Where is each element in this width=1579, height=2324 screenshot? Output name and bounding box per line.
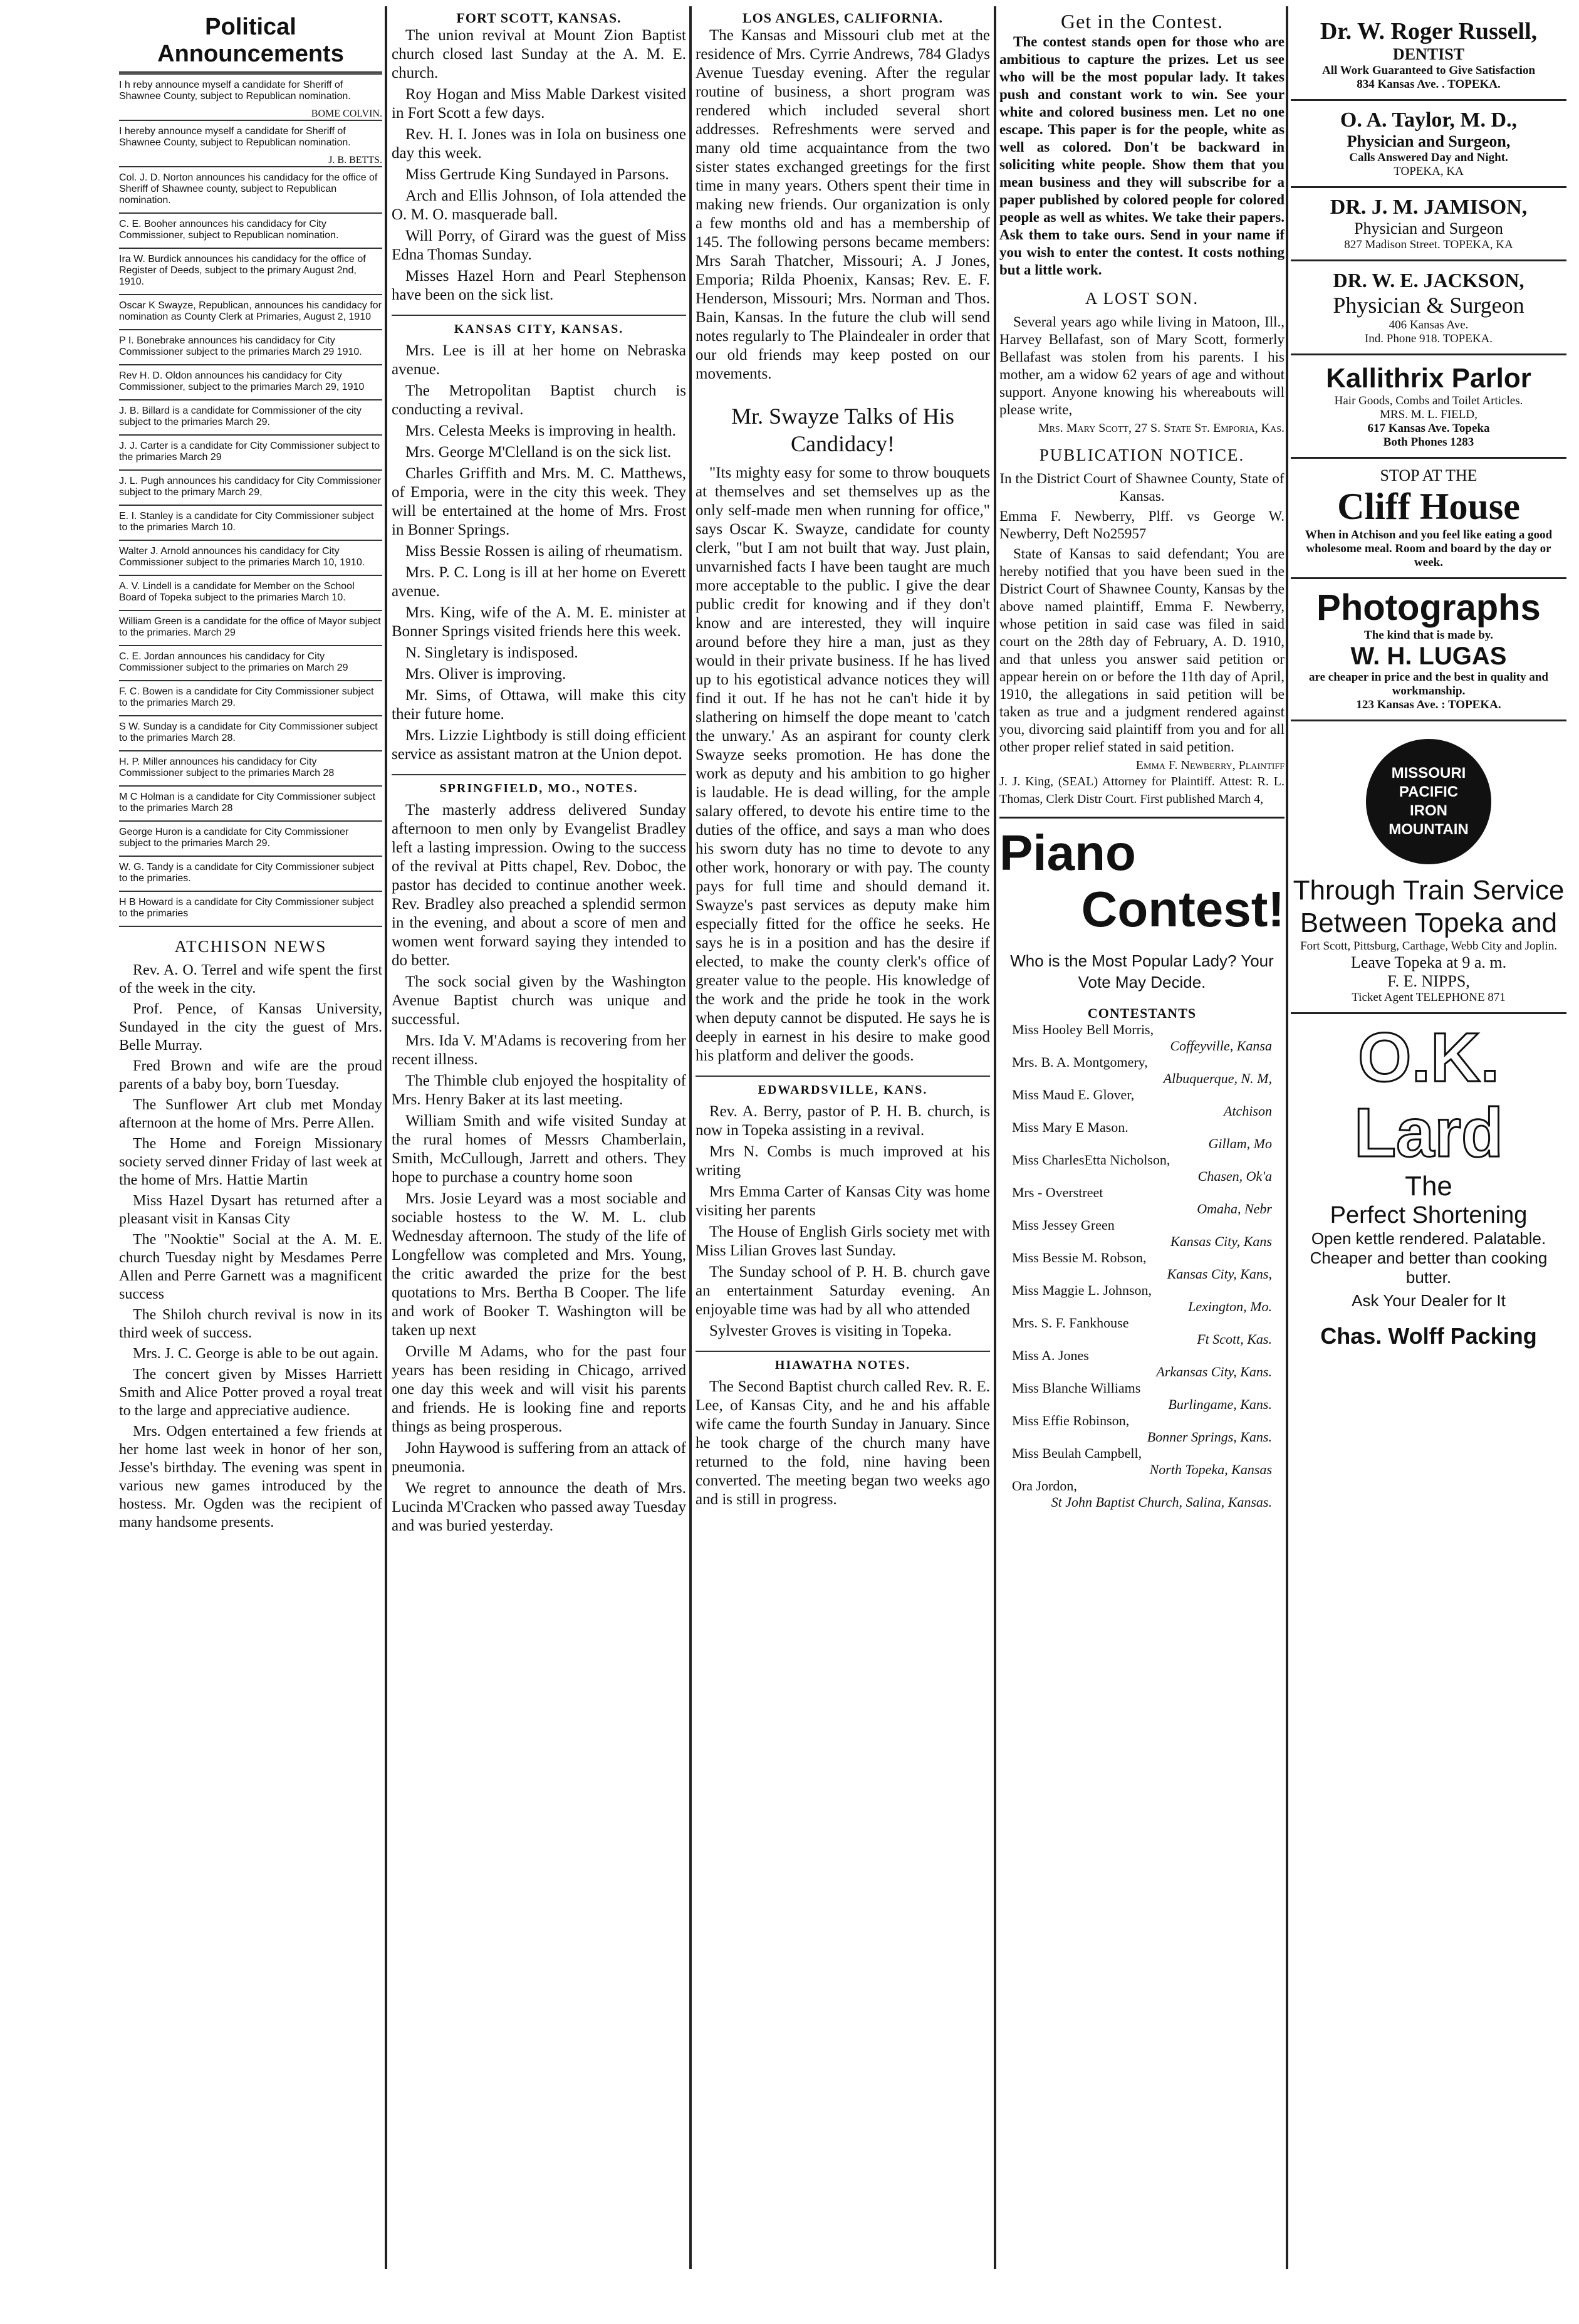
news-paragraph: Miss Gertrude King Sundayed in Parsons. bbox=[405, 166, 669, 183]
announcement: William Green is a candidate for the office of Mayor subject to the primaries. March 29 bbox=[119, 611, 382, 646]
contestant-name: Miss Maud E. Glover, bbox=[1012, 1087, 1135, 1102]
contestant-name: Miss A. Jones bbox=[1012, 1348, 1089, 1363]
russell-ad bbox=[1291, 10, 1566, 101]
kallithrix-name: Kallithrix Parlor bbox=[1326, 363, 1531, 394]
contestant-name: Miss Maggie L. Johnson, bbox=[1012, 1282, 1152, 1298]
news-paragraph: The "Nooktie" Social at the A. M. E. church Tuesday night by Mesdames Perre Allen and Perre Garnett was a magnificent success bbox=[119, 1232, 382, 1302]
announcement: A. V. Lindell is a candidate for Member on the School Board of Topeka subject to the primaries March 10. bbox=[119, 576, 382, 611]
jackson-name: DR. W. E. JACKSON, bbox=[1333, 269, 1524, 291]
jackson-phone: Ind. Phone 918. TOPEKA. bbox=[1364, 332, 1493, 345]
news-paragraph: Mrs. Celesta Meeks is improving in health. bbox=[405, 422, 676, 439]
missouri-pacific-logo bbox=[1366, 739, 1491, 864]
news-paragraph: The masterly address delivered Sunday afternoon to men only by Evangelist Bradley left a lasting impression. Owing to the success of the revival at Pitts chapel, Rev. Doboc, the pastor has decided to continue another week. Rev. Bradley also preached a splendid sermon in the evening, and about a score of men and women went forward saying they intended to do better. bbox=[392, 802, 686, 969]
news-paragraph: The sock social given by the Washington Avenue Baptist church was unique and successful. bbox=[392, 973, 686, 1028]
contestant-name: Mrs. S. F. Fankhouse bbox=[1012, 1315, 1129, 1331]
ok-perfect: Perfect Shortening bbox=[1330, 1202, 1528, 1228]
announcement: I h reby announce myself a candidate for Sheriff of Shawnee County, subject to Republican nomination. bbox=[119, 80, 351, 102]
kallithrix-owner: MRS. M. L. FIELD, bbox=[1380, 408, 1477, 421]
los-angeles-heading: LOS ANGLES, CALIFORNIA. bbox=[742, 10, 944, 26]
atchison-heading: ATCHISON NEWS bbox=[174, 937, 327, 956]
announcement: W. G. Tandy is a candidate for City Commissioner subject to the primaries. bbox=[119, 857, 382, 892]
column-ads bbox=[1291, 10, 1566, 2266]
news-paragraph: The Metropolitan Baptist church is conducting a revival. bbox=[392, 382, 686, 418]
news-paragraph: Fred Brown and wife are the proud parents of a baby boy, born Tuesday. bbox=[119, 1058, 382, 1092]
contestant-place: Atchison bbox=[1224, 1103, 1272, 1119]
cliff-stop: STOP AT THE bbox=[1380, 466, 1477, 484]
contestant-name: Ora Jordon, bbox=[1012, 1478, 1077, 1494]
news-paragraph: Rev. A. Berry, pastor of P. H. B. church, is now in Topeka assisting in a revival. bbox=[696, 1103, 990, 1139]
fort-scott-heading: FORT SCOTT, KANSAS. bbox=[456, 10, 622, 26]
ok-maker: Chas. Wolff Packing bbox=[1320, 1323, 1537, 1349]
ok-the: The bbox=[1405, 1171, 1452, 1201]
news-paragraph: The concert given by Misses Harriett Smith and Alice Potter proved a royal treat to the large and appreciative audience. bbox=[119, 1366, 382, 1419]
contestants-list bbox=[999, 1022, 1285, 1510]
column-rule bbox=[385, 6, 387, 2269]
photo-title: Photographs bbox=[1316, 587, 1541, 628]
news-paragraph: The Home and Foreign Missionary society served dinner Friday of last week at the home of Mrs. Hattie Martin bbox=[119, 1136, 382, 1188]
announcement: I hereby announce myself a candidate for Sheriff of Shawnee County, subject to Republican nomination. bbox=[119, 126, 351, 148]
popular-lady-text: Who is the Most Popular Lady? Your Vote May Decide. bbox=[1010, 951, 1274, 992]
jackson-ad bbox=[1291, 261, 1566, 355]
announcement: E. I. Stanley is a candidate for City Commissioner subject to the primaries March 10. bbox=[119, 506, 382, 541]
contestant-name: Miss Mary E Mason. bbox=[1012, 1119, 1128, 1135]
news-paragraph: N. Singletary is indisposed. bbox=[405, 644, 578, 661]
jamison-title: Physician and Surgeon bbox=[1354, 219, 1503, 238]
news-paragraph: Mrs N. Combs is much improved at his writing bbox=[696, 1143, 990, 1179]
hiawatha-heading: HIAWATHA NOTES. bbox=[696, 1351, 990, 1373]
publication-attest: J. J. King, (SEAL) Attorney for Plaintiff. Attest: R. L. Thomas, Clerk Distr Court. First published March 4, bbox=[999, 775, 1285, 806]
announcement: H B Howard is a candidate for City Commissioner subject to the primaries bbox=[119, 892, 382, 927]
announcement: J. J. Carter is a candidate for City Commissioner subject to the primaries March 29 bbox=[119, 436, 382, 471]
news-paragraph: The Thimble club enjoyed the hospitality of Mrs. Henry Baker at its last meeting. bbox=[392, 1072, 686, 1108]
piano-title: Piano bbox=[999, 825, 1136, 881]
contestant-name: Miss Jessey Green bbox=[1012, 1217, 1115, 1233]
news-paragraph: The union revival at Mount Zion Baptist church closed last Sunday at the A. M. E. church. bbox=[392, 27, 686, 81]
news-paragraph: Mrs. J. C. George is able to be out again. bbox=[133, 1346, 379, 1362]
news-paragraph: Mrs. Josie Leyard was a most sociable and sociable hostess to the W. M. L. club Wednesday afternoon. The study of the life of Longfellow was completed and Mrs. Young, the critic awarded the prize for the best quotations to Mrs. Bertha B Cooper. The life and work of Booker T. Washington will be taken up next bbox=[392, 1190, 686, 1339]
lost-son-heading: A LOST SON. bbox=[1085, 289, 1199, 308]
contest-text: The contest stands open for those who are ambitious to capture the prizes. Let us see who will be the most popular lady. It takes push and constant work to win. See your white and colored business men. Let no one escape. This paper is for the people, white as well as colored. Don't be backward in soliciting white people. Show them that you mean business and they will subscribe for a paper published by colored people for colored people as well as whites. We take their papers. Ask them to take ours. Send in your name if you wish to enter the contest. It costs nothing but a little work. bbox=[999, 34, 1285, 278]
column-political bbox=[119, 10, 382, 2266]
cliff-house-ad bbox=[1291, 459, 1566, 579]
swayze-heading: Mr. Swayze Talks of His Candidacy! bbox=[731, 404, 954, 456]
photo-name: W. H. LUGAS bbox=[1350, 642, 1507, 670]
taylor-name: O. A. Taylor, M. D., bbox=[1340, 108, 1518, 132]
news-paragraph: Misses Hazel Horn and Pearl Stephenson have been on the sick list. bbox=[392, 268, 686, 303]
hiawatha-news bbox=[696, 1378, 990, 1509]
news-paragraph: Roy Hogan and Miss Mable Darkest visited in Fort Scott a few days. bbox=[392, 86, 686, 122]
contestant-place: North Topeka, Kansas bbox=[1149, 1462, 1272, 1477]
lost-son-text: Several years ago while living in Matoon, Ill., Harvey Bellafast, son of Mary Scott, formerly Bellafast was stolen from his parents. I his mother, am a widow 62 years of age and without support. Anyone knowing his whereabouts will please write, bbox=[999, 314, 1285, 417]
political-heading: Political Announcements bbox=[119, 10, 382, 75]
publication-court: In the District Court of Shawnee County, State of Kansas. bbox=[999, 471, 1285, 504]
news-paragraph: Mrs. Oliver is improving. bbox=[405, 666, 566, 683]
contestants-heading: CONTESTANTS bbox=[1087, 1005, 1197, 1021]
contestant-place: Lexington, Mo. bbox=[1188, 1299, 1272, 1314]
kansas-city-news bbox=[392, 342, 686, 764]
news-paragraph: Miss Bessie Rossen is ailing of rheumatism. bbox=[405, 543, 683, 560]
news-paragraph: The House of English Girls society met with Miss Lilian Groves last Sunday. bbox=[696, 1223, 990, 1259]
news-paragraph: Mrs. Ida V. M'Adams is recovering from her recent illness. bbox=[392, 1032, 686, 1068]
news-paragraph: The Sunday school of P. H. B. church gave an entertainment Saturday evening. An enjoyable time was had by all who attended bbox=[696, 1264, 990, 1318]
news-paragraph: Mr. Sims, of Ottawa, will make this city their future home. bbox=[392, 687, 686, 723]
contestant-place: Ft Scott, Kas. bbox=[1197, 1331, 1272, 1347]
announcement: C. E. Booher announces his candidacy for City Commissioner, subject to Republican nomination. bbox=[119, 214, 382, 249]
announcement: C. E. Jordan announces his candidacy for City Commissioner subject to the primaries on March 29 bbox=[119, 646, 382, 681]
news-paragraph: Arch and Ellis Johnson, of Iola attended the O. M. O. masquerade ball. bbox=[392, 187, 686, 223]
through-train-text: Through Train Service Between Topeka and bbox=[1293, 875, 1565, 938]
publication-heading: PUBLICATION NOTICE. bbox=[1039, 446, 1245, 464]
contestant-name: Miss Beulah Campbell, bbox=[1012, 1445, 1142, 1461]
announcement: Rev H. D. Oldon announces his candidacy for City Commissioner, subject to the primaries March 29, 1910 bbox=[119, 365, 382, 400]
contestant-place: St John Baptist Church, Salina, Kansas. bbox=[1051, 1494, 1272, 1510]
news-paragraph: Orville M Adams, who for the past four years has been residing in Chicago, arrived one day this week and will visit his parents and friends. He is looking fine and reports things as being prosperous. bbox=[392, 1343, 686, 1435]
photo-line: The kind that is made by. bbox=[1364, 629, 1493, 642]
column-rule bbox=[689, 6, 692, 2269]
logo-line: PACIFIC bbox=[1399, 783, 1459, 800]
taylor-title: Physician and Surgeon, bbox=[1347, 132, 1511, 150]
news-paragraph: We regret to announce the death of Mrs. Lucinda M'Cracken who passed away Tuesday and was buried yesterday. bbox=[392, 1480, 686, 1534]
announcement-list bbox=[119, 75, 382, 927]
column-rule bbox=[1286, 6, 1288, 2269]
announcement: F. C. Bowen is a candidate for City Commissioner subject to the primaries March 29. bbox=[119, 681, 382, 716]
publication-text: State of Kansas to said defendant; You are hereby notified that you have been sued in the District Court of Shawnee County, Kansas by the above named plaintiff, Emma F. Newberry, whose petition in said case was filed in said court on the 28th day of February, A. D. 1910, and that unless you answer said petition or appear herein on or before the 11th day of April, 1910, the allegations in said petition will be taken as true and a judgment rendered against you, divorcing said plaintiff from you and for all other proper relief stated in said petition. bbox=[999, 546, 1285, 755]
news-paragraph: Mrs. P. C. Long is ill at her home on Everett avenue. bbox=[392, 564, 686, 600]
contestant-name: Miss Hooley Bell Morris, bbox=[1012, 1022, 1154, 1037]
announcement: H. P. Miller announces his candidacy for City Commissioner subject to the primaries March 28 bbox=[119, 751, 382, 787]
news-paragraph: Prof. Pence, of Kansas University, Sundayed in the city the guest of Mrs. Belle Murray. bbox=[119, 1001, 382, 1054]
edwardsville-news bbox=[696, 1102, 990, 1341]
ok-lard-ad bbox=[1291, 1014, 1566, 1349]
article-paragraph: "Its mighty easy for some to throw bouquets at themselves and set themselves up as the only self-made men when running for office," says Oscar K. Swayze, candidate for county clerk, "but I am not built that way. Just plain, unvarnished facts I have been taught are much more acceptable to the public. I give the dear public credit for knowing and if they don't know and are interested, they will inquire around before they hire a man, just as they would in their private business. If he has lived up to his egotistical advance notices they will find it out. If he has not he can't hide it by slathering on himself the dope meant to 'catch the unwary.' As an aspirant for county clerk Swayze seeks promotion. He has done the work as deputy and his ambition to go higher is laudable. He is dead willing, for the ample salary offered, to devote his entire time to the duties of the office, and says a man who does his sworn duty has no time to devote to any other work, honorary or with pay. The county pays for full time and should demand it. Swayze's past services as deputy make him especially fitted for the office he seeks. He says he is in a position and has the desire if elected, to make the county clerk's office of greater value to the people. His knowledge of the work and the pride he took in the work when deputy cannot be disputed. He says he is deeply in earnest in his desire to make good his platform and deliver the goods. bbox=[696, 464, 990, 1064]
news-paragraph: Will Porry, of Girard was the guest of Miss Edna Thomas Sunday. bbox=[392, 228, 686, 263]
taylor-ad bbox=[1291, 101, 1566, 188]
contestant-place: Chasen, Ok'a bbox=[1197, 1168, 1272, 1184]
contestant-place: Albuquerque, N. M, bbox=[1163, 1070, 1272, 1086]
swayze-article bbox=[696, 464, 990, 1065]
news-paragraph: The Shiloh church revival is now in its third week of success. bbox=[119, 1307, 382, 1341]
train-cities: Fort Scott, Pittsburg, Carthage, Webb City and Joplin. bbox=[1300, 940, 1557, 953]
contestant-place: Kansas City, Kans bbox=[1170, 1233, 1272, 1249]
column-three bbox=[696, 10, 990, 2266]
announcement: P I. Bonebrake announces his candidacy for City Commissioner subject to the primaries March 29 1910. bbox=[119, 330, 382, 365]
contest-title: Contest! bbox=[1081, 881, 1285, 937]
kallithrix-address: 617 Kansas Ave. Topeka bbox=[1367, 422, 1490, 435]
announcement: S W. Sunday is a candidate for City Commissioner subject to the primaries March 28. bbox=[119, 716, 382, 751]
news-paragraph: Mrs. George M'Clelland is on the sick list. bbox=[405, 444, 672, 461]
contestant-place: Burlingame, Kans. bbox=[1168, 1396, 1272, 1412]
news-paragraph: Rev. A. O. Terrel and wife spent the first of the week in the city. bbox=[119, 962, 382, 997]
news-paragraph: Charles Griffith and Mrs. M. C. Matthews, of Emporia, were in the city this week. They will be entertained at the home of Mrs. Frost in Bonner Springs. bbox=[392, 465, 686, 538]
photo-text: are cheaper in price and the best in quality and workmanship. bbox=[1309, 671, 1548, 698]
contestant-name: Mrs - Overstreet bbox=[1012, 1185, 1103, 1200]
news-paragraph: The Kansas and Missouri club met at the residence of Mrs. Cyrrie Andrews, 784 Gladys Avenue Tuesday evening. After the regular routine of business, a short program was rendered which included several short addresses. Refreshments were served and many old time acquaintance from the two sister states exchanged greetings for the first time in many years. Others spent their time in making new friends. Our organization is only a few months old and has a membership of 145. The following persons became members: Mrs Sarah Thatcher, Missouri; A. J Jones, Emporia; Rilda Phoenix, Kansas; Rev. E. F. Henderson, Missouri; Mrs. Norman and Thos. Bain, Kansas. In the future the club will send notes regularly to The Plaindealer in order that our old friends may keep posted on our movements. bbox=[696, 27, 990, 382]
cliff-text: When in Atchison and you feel like eating a good wholesome meal. Room and board by the day or week. bbox=[1305, 528, 1553, 569]
ok-kettle: Open kettle rendered. Palatable. bbox=[1311, 1229, 1546, 1248]
news-paragraph: John Haywood is suffering from an attack of pneumonia. bbox=[392, 1440, 686, 1475]
news-paragraph: Mrs. Lizzie Lightbody is still doing efficient service as assistant matron at the Union depot. bbox=[392, 727, 686, 763]
los-angeles-news bbox=[696, 26, 990, 384]
publication-signature: Emma F. Newberry, Plaintiff bbox=[1135, 758, 1285, 772]
contestant-place: Omaha, Nebr bbox=[1197, 1201, 1272, 1217]
announcement-signature: BOME COLVIN. bbox=[311, 108, 382, 119]
column-rule bbox=[994, 6, 996, 2269]
russell-name: Dr. W. Roger Russell, bbox=[1320, 18, 1538, 44]
edwardsville-heading: EDWARDSVILLE, KANS. bbox=[696, 1076, 990, 1097]
train-leave: Leave Topeka at 9 a. m. bbox=[1350, 953, 1507, 971]
announcement: Walter J. Arnold announces his candidacy for City Commissioner subject to the primaries March 10, 1910. bbox=[119, 541, 382, 576]
announcement-signature: J. B. BETTS. bbox=[328, 155, 382, 165]
contestant-place: Bonner Springs, Kans. bbox=[1147, 1429, 1272, 1445]
news-paragraph: Miss Hazel Dysart has returned after a pleasant visit in Kansas City bbox=[119, 1193, 382, 1227]
kallithrix-phone: Both Phones 1283 bbox=[1383, 436, 1474, 449]
announcement: Oscar K Swayze, Republican, announces his candidacy for nomination as County Clerk at Primaries, August 2, 1910 bbox=[119, 295, 382, 330]
news-paragraph: Mrs Emma Carter of Kansas City was home visiting her parents bbox=[696, 1183, 990, 1219]
jamison-ad bbox=[1291, 188, 1566, 261]
piano-contest-ad bbox=[999, 817, 1285, 1510]
news-paragraph: Mrs. Odgen entertained a few friends at her home last week in honor of her son, Jesse's birthday. The evening was spent in various new games introduced by the hostess. Mr. Ogden was the recipient of many handsome presents. bbox=[119, 1423, 382, 1531]
photo-address: 123 Kansas Ave. : TOPEKA. bbox=[1356, 698, 1501, 711]
announcement: George Huron is a candidate for City Commissioner subject to the primaries March 29. bbox=[119, 822, 382, 857]
ok-title: O.K. Lard bbox=[1353, 1019, 1504, 1171]
ok-cheaper: Cheaper and better than cooking butter. bbox=[1310, 1248, 1548, 1287]
logo-line: MOUNTAIN bbox=[1389, 821, 1469, 838]
contestant-place: Kansas City, Kans, bbox=[1167, 1266, 1272, 1282]
photographs-ad bbox=[1291, 579, 1566, 721]
news-paragraph: The Second Baptist church called Rev. R. E. Lee, of Kansas City, and he and his affable wife came the fourth Sunday in January. Since he took charge of the church many have returned to the fold, nine having been converted. The meeting began two weeks ago and is still in progress. bbox=[696, 1378, 990, 1508]
news-paragraph: William Smith and wife visited Sunday at the rural homes of Messrs Chamberlain, Smith, McCullough, Jarrett and others. They hope to purchase a country home soon bbox=[392, 1112, 686, 1186]
column-two bbox=[392, 10, 686, 2266]
announcement: Col. J. D. Norton announces his candidacy for the office of Sheriff of Shawnee county, subject to Republican nomination. bbox=[119, 167, 382, 214]
column-four bbox=[999, 10, 1285, 2266]
lost-son-signature: Mrs. Mary Scott, 27 S. State St. Emporia, Kas. bbox=[1038, 421, 1285, 435]
news-paragraph: Mrs. King, wife of the A. M. E. minister at Bonner Springs visited friends here this week. bbox=[392, 604, 686, 640]
russell-address: 834 Kansas Ave. . TOPEKA. bbox=[1357, 78, 1501, 91]
contestant-name: Mrs. B. A. Montgomery, bbox=[1012, 1054, 1148, 1070]
announcement: J. B. Billard is a candidate for Commissioner of the city subject to the primaries March 29. bbox=[119, 400, 382, 436]
fort-scott-news bbox=[392, 26, 686, 305]
cliff-name: Cliff House bbox=[1337, 486, 1520, 527]
russell-line: All Work Guaranteed to Give Satisfaction bbox=[1321, 64, 1536, 77]
contestant-place: Coffeyville, Kansa bbox=[1170, 1038, 1272, 1054]
springfield-news bbox=[392, 801, 686, 1536]
announcement: Ira W. Burdick announces his candidacy for the office of Register of Deeds, subject to the primary August 2nd, 1910. bbox=[119, 249, 382, 295]
contestant-name: Miss CharlesEtta Nicholson, bbox=[1012, 1152, 1170, 1168]
jamison-address: 827 Madison Street. TOPEKA, KA bbox=[1344, 238, 1513, 251]
train-phone: Ticket Agent TELEPHONE 871 bbox=[1352, 991, 1506, 1004]
ok-ask: Ask Your Dealer for It bbox=[1352, 1291, 1506, 1310]
contestant-place: Gillam, Mo bbox=[1208, 1136, 1272, 1151]
announcement: M C Holman is a candidate for City Commissioner subject to the primaries March 28 bbox=[119, 787, 382, 822]
news-paragraph: Rev. H. I. Jones was in Iola on business one day this week. bbox=[392, 126, 686, 162]
news-paragraph: Mrs. Lee is ill at her home on Nebraska avenue. bbox=[392, 342, 686, 378]
russell-title: DENTIST bbox=[1392, 45, 1465, 63]
atchison-news bbox=[119, 961, 382, 1532]
taylor-line: Calls Answered Day and Night. bbox=[1349, 151, 1508, 164]
logo-line: IRON bbox=[1409, 802, 1447, 819]
announcement: J. L. Pugh announces his candidacy for City Commissioner subject to the primary March 29, bbox=[119, 471, 382, 506]
jackson-address: 406 Kansas Ave. bbox=[1389, 318, 1469, 332]
kansas-city-heading: KANSAS CITY, KANSAS. bbox=[392, 315, 686, 337]
springfield-heading: SPRINGFIELD, MO., NOTES. bbox=[392, 774, 686, 796]
contest-heading: Get in the Contest. bbox=[1061, 10, 1223, 33]
contestant-name: Miss Effie Robinson, bbox=[1012, 1413, 1130, 1428]
train-agent: F. E. NIPPS, bbox=[1387, 972, 1470, 990]
contestant-place: Arkansas City, Kans. bbox=[1156, 1364, 1272, 1379]
taylor-address: TOPEKA, KA bbox=[1394, 165, 1464, 178]
news-paragraph: Sylvester Groves is visiting in Topeka. bbox=[709, 1322, 952, 1339]
logo-line: MISSOURI bbox=[1391, 765, 1466, 782]
contestant-name: Miss Blanche Williams bbox=[1012, 1380, 1141, 1396]
jackson-title: Physician & Surgeon bbox=[1333, 293, 1524, 318]
jamison-name: DR. J. M. JAMISON, bbox=[1330, 196, 1528, 219]
publication-case: Emma F. Newberry, Plff. vs George W. Newberry, Deft No25957 bbox=[999, 508, 1285, 542]
news-paragraph: The Sunflower Art club met Monday afternoon at the home of Mrs. Perre Allen. bbox=[119, 1097, 382, 1131]
kallithrix-line: Hair Goods, Combs and Toilet Articles. bbox=[1334, 394, 1523, 407]
contestant-name: Miss Bessie M. Robson, bbox=[1012, 1250, 1147, 1265]
kallithrix-ad bbox=[1291, 355, 1566, 459]
missouri-pacific-ad bbox=[1291, 721, 1566, 1014]
